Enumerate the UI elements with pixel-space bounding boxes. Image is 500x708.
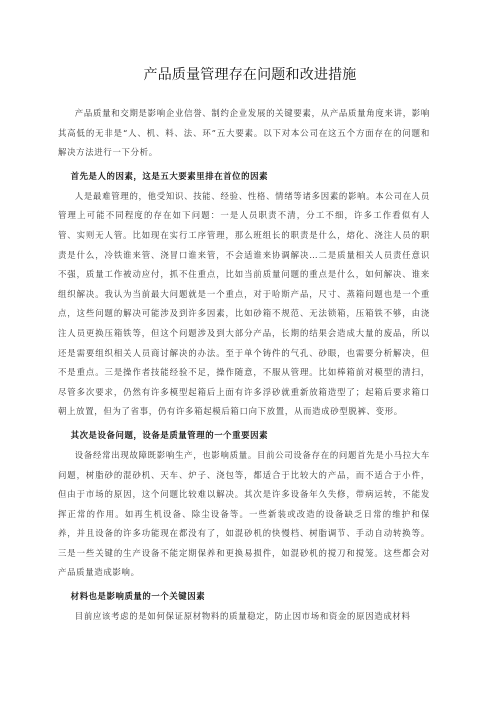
section-paragraph-people: 人是最难管理的，他受知识、技能、经验、性格、情绪等诸多因素的影响。本公司在人员管理上可能不同程度的存在如下问题：一是人员职责不清，分工不细，许多工作看似有人管、实则无人管。比如现在实行工序管理，那么班组长的职责是什么，熔化、浇注人员的职责是什么，冷铁谁来管、浇冒口谁来管，不会适谁来协调解决…二是质量相关人员责任意识不强，质量工作被动应付，抓不住重点，比如当前质量问题的重点是什么，如何解决、谁来组织解决。我认为当前最大问题就是一个重点，对于哈斯产品，尺寸、蒸箱问题也是一个重点，这些问题的解决可能涉及到许多因素，比如砂箱不规范、无法锁箱，压箱铁不够，由浇注人员更换压箱铁等，但这个问题涉及到大部分产品，长期的结果会造成大量的废品，所以还是需要组织相关人员商讨解决的办法。至于单个铸件的气孔、砂眼，也需要分析解决，但不是重点。三是操作者技能经验不足，操作随意，不服从管理。比如棒箱前对模型的清扫，尽管多次要求，仍然有许多模型起箱后上面有许多浮砂就重新放箱造型了；起箱后要求箱口朝上放置，但为了省事，仍有许多箱起模后箱口向下放置，从而造成砂型脱裤、变形。 bbox=[58, 190, 430, 417]
section-heading-equipment: 其次是设备问题，设备是质量管理的一个重要因素 bbox=[70, 429, 269, 440]
section-heading-people: 首先是人的因素，这是五大要素里排在首位的因素 bbox=[70, 170, 269, 181]
intro-paragraph: 产品质量和交期是影响企业信誉、制约企业发展的关键要素，从产品质量角度来讲，影响其高低的无非是“人、机、料、法、环”五大要素。以下对本公司在这五个方面存在的问题和解决方法进行一下分析。 bbox=[58, 108, 430, 158]
section-paragraph-materials: 目前应该考虑的是如何保证原材物料的质量稳定，防止因市场和资金的原因造成材料 bbox=[74, 611, 411, 622]
document-title: 产品质量管理存在问题和改进措施 bbox=[143, 67, 357, 83]
section-paragraph-equipment: 设备经常出现故障既影响生产，也影响质量。目前公司设备存在的问题首先是小马拉大车问题，树脂砂的混砂机、天车、炉子、浇包等，都适合于比较大的产品，而不适合于小件，但由于市场的原因，这个问题比较难以解决。其次是许多设备年久失修，带病运转，不能发挥正常的作用。如再生机设备、除尘设备等。一些新装或改造的设备缺乏日常的维护和保养，并且设备的许多功能现在都没有了，如混砂机的快慢档、树脂调节、手动自动转换等。三是一些关键的生产设备不能定期保养和更换易损件，如混砂机的搅刀和搅笼。这些都会对产品质量造成影响。 bbox=[58, 449, 430, 578]
section-heading-materials: 材料也是影响质量的一个关键因素 bbox=[70, 591, 206, 602]
document-body bbox=[58, 104, 430, 627]
